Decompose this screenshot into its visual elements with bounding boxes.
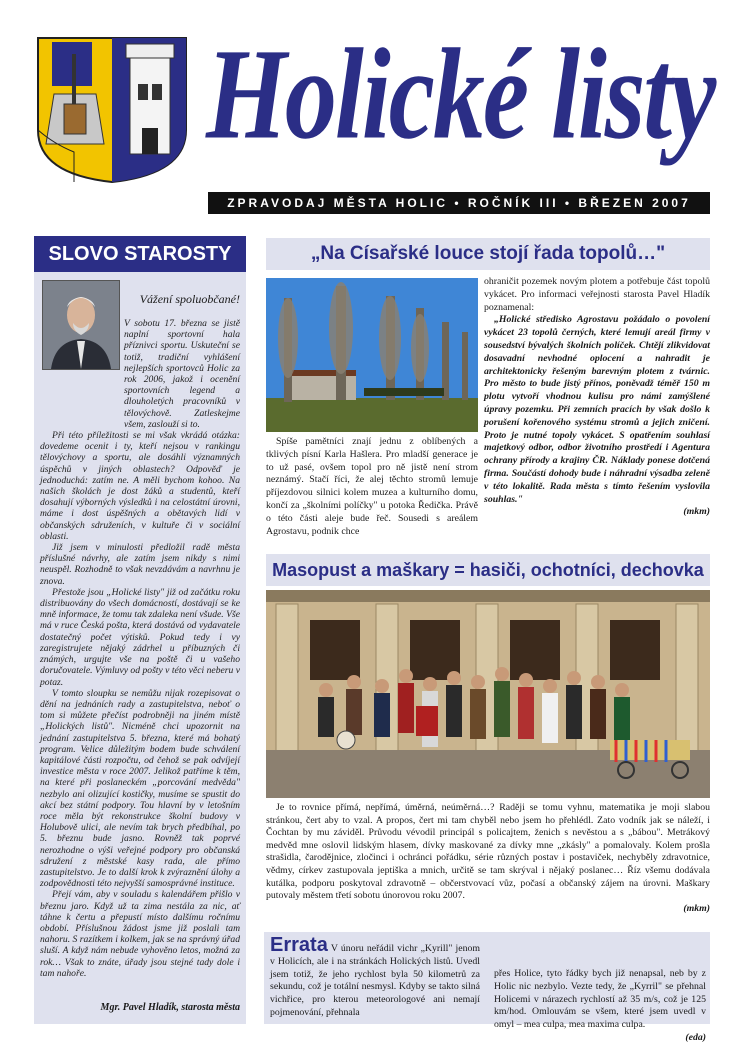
article-topoly-quote: „Holické středisko Agrostavu požádalo o povolení vykácet 23 topolů černých, které lemují areál firmy v sousedství bývalých školních políček. Chtějí zlikvidovat dosavadní nevhodné oplocení a nahradit je architektonicky řešeným barevným plotem z tvárnic. Pro město to bude jistý přínos, poněvadž téměř 150 m plotu vytvoří vhodnou kulisu pro námi zamýšlené úpravy pozemku. Při zemních pracích by však došlo k porušení kořenového systému stromů a jejich zničení. Proto je nutné topoly vykácet. S opatřením souhlasí majetkový odbor, odbor životního prostředí i Agentura ochrany přírody a krajiny ČR. Náklady ponese dotčená firma. Součástí dohody bude i náhradní výsadba zeleně v této lokalitě. Rada města s tímto řešením vyslovila souhlas." — [484, 314, 710, 505]
errata-right-text — [494, 968, 706, 1045]
carnival-group-photo — [266, 590, 710, 798]
sidebar-paragraph: V sobotu 17. března se jistě naplní sportovní hala příznivci sportu. Uskuteční se totiž, tradiční vyhlášení nejlepších sportovců Holic za rok 2006, jakož i ocenění sportovních legend a dlouholetých pracovníků v tělovýchově. Zatleskejme všem, zaslouží si to. — [124, 318, 240, 430]
sidebar-signature: Mgr. Pavel Hladík, starosta města — [100, 1002, 240, 1013]
masthead-subtitle: ZPRAVODAJ MĚSTA HOLIC • ROČNÍK III • BŘEZEN 2007 — [208, 192, 710, 214]
sidebar-paragraph: V tomto sloupku se nemůžu nijak rozepisovat o dění na jednáních rady a zastupitelstva, neboť o tom si můžete přečíst podrobněji na jiném místě „Holických listů". Nicméně chci upozornit na jednání zastupitelstva 5. března, které má bohatý program. Velice důležitým bodem bude schválení kapitálové části rozpočtu, od čehož se pak odvíjejí investice města v roce 2007. Jelikož patříme k těm, na které při poslaneckém „porcování medvěda" nezbylo ani olizující kostičky, musíme se spustit do akcí bez státní podpory. Tou hlavní by v letošním roce měla být rekonstrukce školní budovy v Holubově ulici, ale nevím tak brych předbíhal, po 5. březnu bude jasno. Rovněž tak poprvé nerozhodne o výši veřejné podpory pro občanská sdružení z městské kasy rada, ale přímo zastupitelstvo. Je to další krok k zvýraznění úlohy a zodpovědnosti této nejvyšší samosprávné instituce. — [40, 687, 240, 890]
article-masopust-heading: Masopust a maškary = hasiči, ochotníci, dechovka — [266, 554, 710, 586]
errata-left-text — [270, 936, 480, 1020]
city-crest-logo — [34, 34, 190, 184]
errata-title: Errata — [270, 934, 328, 956]
article-topoly-left-text — [266, 436, 478, 538]
sidebar-paragraph: Přejí vám, aby v souladu s kalendářem přišlo v březnu jaro. Když už ta zima nestála za nic, ať táhne k čertu a přepustí místo dalšímu ročnímu období. Příslušnou žádost jsme již poslali tam nahoru. S razítkem i kolkem, jak se na správný úřad sluší. A když nám nebude vyhověno letos, možná za rok… Však to znáte, úřady jsou stejné tady dole i tam nahoře. — [40, 889, 240, 979]
article-masopust-paragraph: Je to rovnice přímá, nepřímá, úměrná, neúměrná…? Raději se tomu vyhnu, matematika je moji slabou stránkou, čert aby to vzal. A propos, čert mi tam chyběl nebo jsem ho přehlédl. Zato vodník jak se náleží, i Čochtan by mu záviděl. Průvodu vévodil principál s policajtem, ženich s nevěstou a s „bábou". Metrákový medvěd mne oslovil lidským hlasem, dívky maskované za dívky mne „zkásly" a pomalovaly. Kolem prošla strašidla, čarodějnice, zločinci i ochránci pořádku, série různých postav i postaviček, nechyběly zdravotnice, vědmy, církev zastupovala jeptiška a mnich, určitě se tam skrýval i nějaký poslanec… Říz všemu dodávala kutálka, podporu poskytoval zdravotně – občerstvovací vůz, počasí a občanský zájem na úrovni. Maškary putovaly městem třetí sobotu únorovou roku 2007. — [266, 802, 710, 902]
errata-right-body: přes Holice, tyto řádky bych již nenapsal, neb by z Holic nic nezbylo. Vezte tedy, že „Kyrril" se přehnal Holicemi v nárazech rychlostí až 35 m/s, což je 125 km/hod. Omlouvám se všem, které jsem uvedl v omyl – mea culpa, mea maxima culpa. — [494, 968, 706, 1031]
article-topoly-intro: ohraničit pozemek novým plotem a potřebuje část topolů vykácet. Pro informaci veřejnosti starosta Pavel Hladík poznamenal: — [484, 276, 710, 313]
article-masopust-text — [266, 802, 710, 915]
sidebar-greeting: Vážení spoluobčané! — [139, 292, 240, 306]
article-masopust-signature: (mkm) — [683, 902, 710, 914]
sidebar-body — [40, 318, 240, 979]
sidebar-paragraph: Při této příležitosti se mi však vkrádá otázka: dovedeme ocenit i ty, kteří nejsou v rankingu tělovýchovy a sportu, ale dosáhli významných úspěchů v jiných oblastech? Odpověď je jednoduchá: zatím ne. A měli bychom kohoo. Na našich školách je dost žáků a studentů, kteří dosahují výborných výsledků i na celostátní úrovni, máme i dost úspěšných a obětavých lidí v občanských sdruženích, v kultuře či v sociální oblasti. — [40, 430, 240, 542]
article-topoly-signature: (mkm) — [683, 506, 710, 518]
article-topoly-heading: „Na Císařské louce stojí řada topolů…" — [266, 238, 710, 270]
article-topoly-paragraph: Spíše pamětníci znají jednu z oblíbených a tklivých písní Karla Hašlera. Pro mladší generace je to už pasé, ovšem topol pro ně jistě není strom neznámý. Stačí říci, že alej těchto stromů lemuje příjezdovou silnici kolem muzea a kulturního domu, končí za „školními políčky" u potoka Ředička. Právě o této části aleje bude řeč. Sousedi s areálem Agrostavu, podnik chce — [266, 436, 478, 537]
sidebar-paragraph: Přestože jsou „Holické listy" již od začátku roku distribuovány do všech domácností, dostávají se ke mně informace, že tomu tak zdaleka není všude. Vše má v ruce Česká pošta, která dostává od vydavatele dostatečný počet výtisků. Pokud tedy i vy zaregistrujete nějaký zádrhel u příbuzných či známých, urgujte vše na poště či u vašeho doručovatele. Výmluvy od pošty v této věci neberu v potaz. — [40, 586, 240, 688]
errata-signature: (eda) — [685, 1031, 706, 1043]
masthead-title: Holické listy — [206, 22, 715, 167]
errata-left-body: V únoru neřádil vichr „Kyrill" jenom v Holicích, ale i na stránkách Holických listů. Uvedl jsem totiž, že jeho rychlost byla 50 kilometrů za sekundu, což je totální nesmysl. Kdyby se takto silná vichřice, pro kterou meteorologové ani nemají pojmenování, přehnala — [270, 943, 480, 1018]
sidebar-paragraph: Již jsem v minulosti předložil radě města příslušné návrhy, ale zatím jsem nikdy s nimi neuspěl. Rozhodně to však nevzdávám a navrhnu je znova. — [40, 542, 240, 587]
article-topoly-right-text — [484, 276, 710, 519]
sidebar-heading: SLOVO STAROSTY — [34, 236, 246, 272]
poplar-alley-photo — [266, 278, 478, 432]
